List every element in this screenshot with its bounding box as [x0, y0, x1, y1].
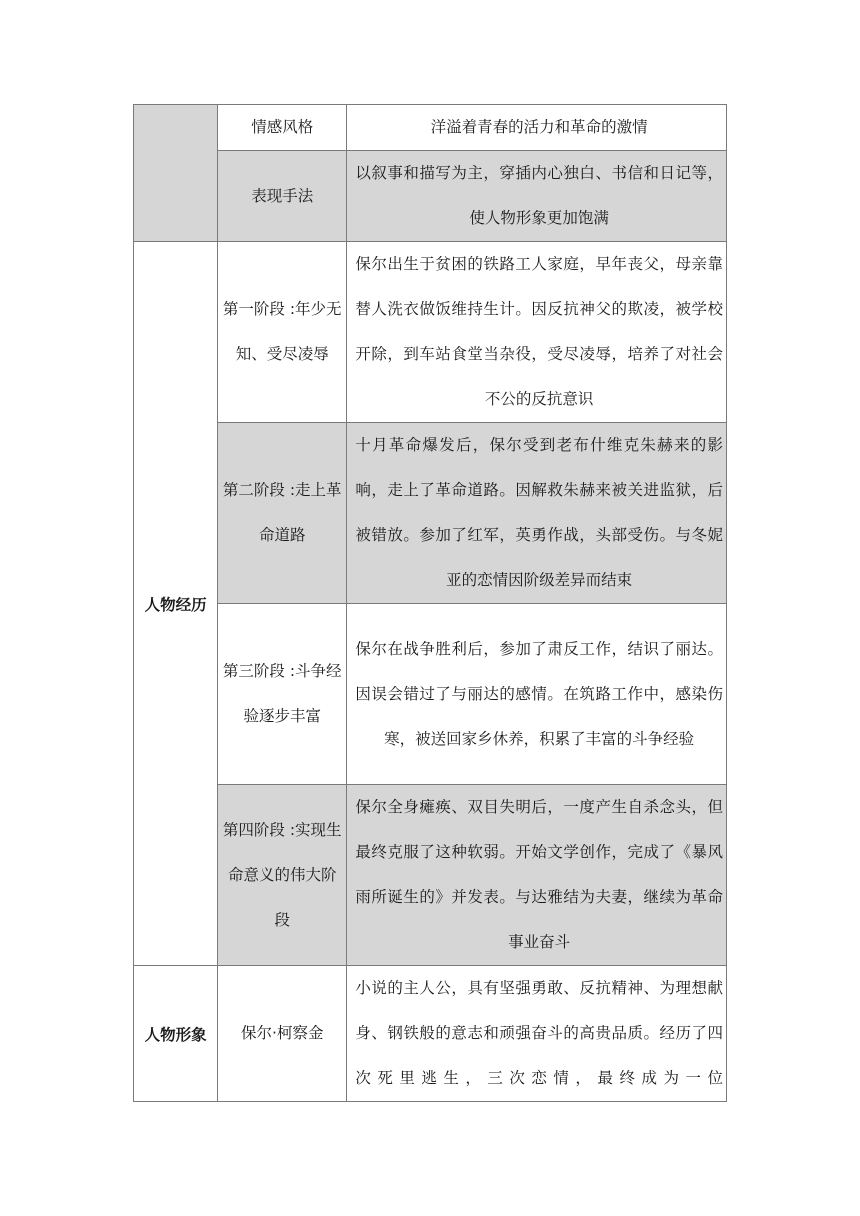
section-label-image: 人物形象 — [134, 966, 218, 1102]
stage-label: 第四阶段 :实现生命意义的伟大阶段 — [222, 820, 342, 929]
row-label: 情感风格 — [251, 118, 314, 136]
table-row — [134, 423, 727, 604]
row-content: 洋溢着青春的活力和革命的激情 — [430, 118, 648, 136]
stage-content-cell — [347, 423, 727, 604]
table-row — [134, 242, 727, 423]
table-row — [134, 966, 727, 1102]
row-content-cell — [347, 105, 727, 151]
stage-label-cell — [218, 785, 347, 966]
stage-content-cell — [347, 785, 727, 966]
table-row — [134, 604, 727, 785]
character-description-cell — [347, 966, 727, 1102]
character-name: 保尔·柯察金 — [241, 1024, 324, 1042]
character-description: 小说的主人公，具有坚强勇敢、反抗精神、为理想献身、钢铁般的意志和顽强奋斗的高贵品质。经历了四次死里逃生，三次恋情，最终成为一位 — [355, 979, 723, 1087]
stage-content: 十月革命爆发后，保尔受到老布什维克朱赫来的影响，走上了革命道路。因解救朱赫来被关进监狱，后被错放。参加了红军，英勇作战，头部受伤。与冬妮亚的恋情因阶级差异而结束 — [355, 436, 723, 589]
section-label-experience: 人物经历 — [134, 242, 218, 966]
stage-label-cell — [218, 242, 347, 423]
stage-content-cell — [347, 242, 727, 423]
stage-label-cell — [218, 423, 347, 604]
stage-label-cell — [218, 604, 347, 785]
row-label: 表现手法 — [251, 186, 314, 205]
stage-content: 保尔全身瘫痪、双目失明后，一度产生自杀念头，但最终克服了这种软弱。开始文学创作，完成了《暴风雨所诞生的》并发表。与达雅结为夫妻，继续为革命事业奋斗 — [355, 798, 723, 951]
character-name-cell — [218, 966, 347, 1102]
table-row — [134, 785, 727, 966]
stage-content: 保尔出生于贫困的铁路工人家庭，早年丧父，母亲靠替人洗衣做饭维持生计。因反抗神父的欺凌，被学校开除，到车站食堂当杂役，受尽凌辱，培养了对社会不公的反抗意识 — [355, 255, 723, 408]
row-content-cell — [347, 151, 727, 242]
table-row — [134, 151, 727, 242]
table-row — [134, 105, 727, 151]
stage-content: 保尔在战争胜利后，参加了肃反工作，结识了丽达。因误会错过了与丽达的感情。在筑路工作中，感染伤寒，被送回家乡休养，积累了丰富的斗争经验 — [355, 639, 723, 748]
row-content: 以叙事和描写为主，穿插内心独白、书信和日记等，使人物形象更加饱满 — [355, 164, 723, 227]
blank-section-cell — [134, 105, 218, 242]
stage-label: 第三阶段 :斗争经验逐步丰富 — [222, 662, 342, 725]
summary-table — [133, 104, 727, 1102]
stage-label: 第二阶段 :走上革命道路 — [222, 481, 342, 544]
stage-label: 第一阶段 :年少无知、受尽凌辱 — [222, 300, 342, 363]
row-label-cell — [218, 151, 347, 242]
row-label-cell — [218, 105, 347, 151]
stage-content-cell — [347, 604, 727, 785]
